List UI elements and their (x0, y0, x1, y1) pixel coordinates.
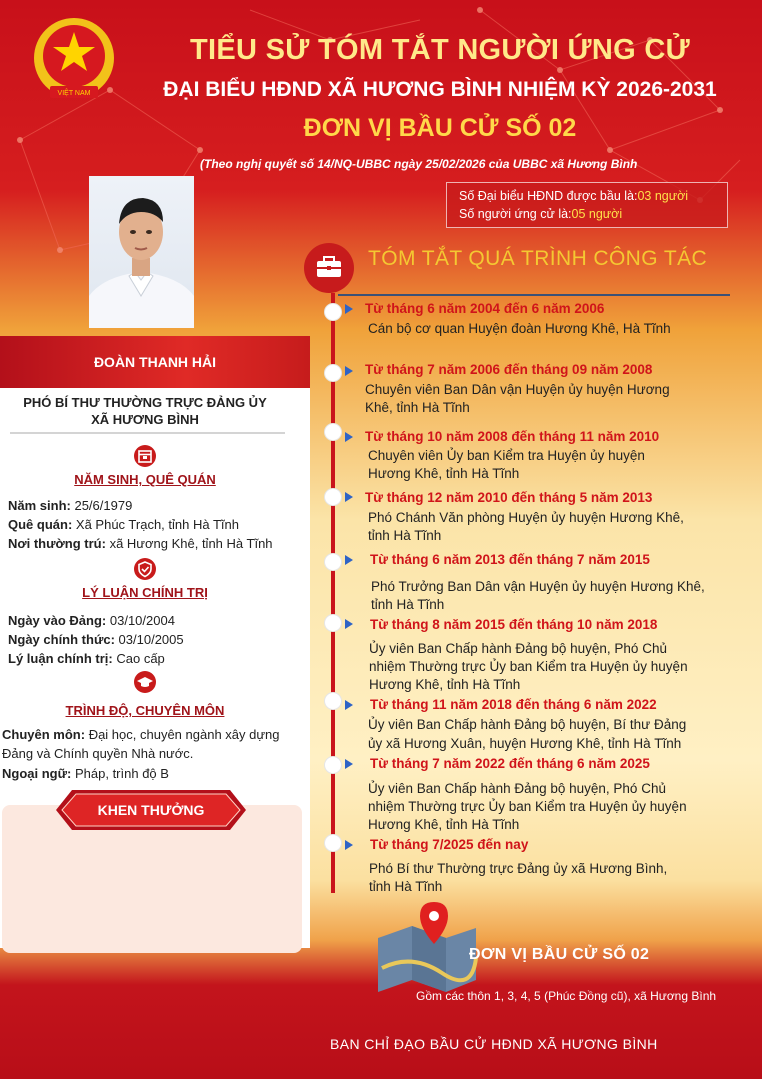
major-row (2, 727, 280, 742)
candidate-name: ĐOÀN THANH HẢI (0, 336, 310, 388)
official-member-value: 03/10/2005 (118, 632, 184, 647)
timeline-period: Từ tháng 10 năm 2008 đến tháng 11 năm 2010 (365, 429, 660, 444)
shield-icon (134, 558, 156, 580)
timeline-period: Từ tháng 7 năm 2006 đến tháng 09 năm 2008 (365, 362, 653, 377)
elected-count-value: 03 người (637, 189, 689, 203)
emblem-text: VIỆT NAM (57, 90, 91, 97)
timeline-role: Ủy viên Ban Chấp hành Đảng bộ huyện, Bí thư Đảng (368, 717, 687, 732)
major-value: Đại học, chuyên ngành xây dựng (88, 727, 280, 742)
arrow-icon (345, 619, 353, 629)
candidate-count-label: Số người ứng cử là: (459, 207, 572, 221)
election-unit-title: ĐƠN VỊ BẦU CỬ SỐ 02 (303, 114, 577, 142)
candidate-position (0, 394, 290, 428)
birth-row (8, 498, 132, 513)
graduation-cap-icon (134, 671, 156, 693)
arrow-icon (345, 492, 353, 502)
political-theory-label: Lý luận chính trị: (8, 651, 113, 666)
timeline-role-continued: Hương Khê, tỉnh Hà Tĩnh (369, 677, 521, 692)
timeline-underline (338, 294, 730, 296)
timeline-role-continued: tỉnh Hà Tĩnh (369, 879, 443, 894)
language-value: Pháp, trình độ B (74, 766, 169, 781)
official-member-row (8, 632, 184, 647)
birth-section-title: NĂM SINH, QUÊ QUÁN (74, 472, 216, 487)
timeline-dot (324, 756, 342, 774)
timeline-dot (324, 364, 342, 382)
timeline-role-continued: tỉnh Hà Tĩnh (371, 597, 445, 612)
timeline-dot (324, 834, 342, 852)
timeline-role-continued: nhiệm Thường trực Ủy ban Kiểm tra Huyện ủy huyện (368, 799, 687, 814)
timeline-role: Phó Trưởng Ban Dân vận Huyện ủy huyện Hương Khê, (371, 579, 705, 594)
poster-subtitle: ĐẠI BIỂU HĐND XÃ HƯƠNG BÌNH NHIỆM KỲ 2026-2031 (163, 78, 717, 101)
timeline-dot (324, 553, 342, 571)
major-label: Chuyên môn: (2, 727, 86, 742)
elected-count-row (459, 187, 727, 205)
timeline-role: Chuyên viên Ban Dân vận Huyện ủy huyện Hương (365, 382, 670, 397)
major-row-continued: Đảng và Chính quyền Nhà nước. (2, 746, 194, 761)
timeline-period: Từ tháng 7/2025 đến nay (370, 837, 529, 852)
map-location-icon (372, 898, 482, 993)
candidate-count-value: 05 người (571, 207, 623, 221)
timeline-role: Chuyên viên Ủy ban Kiểm tra Huyện ủy huyện (368, 448, 645, 463)
hometown-value: Xã Phúc Trạch, tỉnh Hà Tĩnh (75, 517, 239, 532)
timeline-dot (324, 692, 342, 710)
timeline-role-continued: Khê, tỉnh Hà Tĩnh (365, 400, 470, 415)
timeline-role: Ủy viên Ban Chấp hành Đảng bộ huyện, Phó Chủ (369, 641, 667, 656)
timeline-dot (324, 488, 342, 506)
birth-label: Năm sinh: (8, 498, 71, 513)
arrow-icon (345, 700, 353, 710)
arrow-icon (345, 840, 353, 850)
timeline-period: Từ tháng 12 năm 2010 đến tháng 5 năm 2013 (365, 490, 653, 505)
arrow-icon (345, 366, 353, 376)
arrow-icon (345, 304, 353, 314)
divider (10, 432, 285, 434)
legal-basis: (Theo nghị quyết số 14/NQ-UBBC ngày 25/02/2026 của UBBC xã Hương Bình (200, 157, 638, 171)
residence-value: xã Hương Khê, tỉnh Hà Tĩnh (109, 536, 273, 551)
arrow-icon (345, 432, 353, 442)
hometown-row (8, 517, 239, 532)
timeline-role-continued: Hương Khê, tỉnh Hà Tĩnh (368, 466, 520, 481)
timeline-title: TÓM TẮT QUÁ TRÌNH CÔNG TÁC (368, 247, 708, 270)
portrait-illustration (89, 176, 194, 328)
join-party-row (8, 613, 175, 628)
timeline-period: Từ tháng 11 năm 2018 đến tháng 6 năm 2022 (370, 697, 657, 712)
timeline-period: Từ tháng 6 năm 2013 đến tháng 7 năm 2015 (370, 552, 650, 567)
timeline-dot (324, 423, 342, 441)
join-party-label: Ngày vào Đảng: (8, 613, 107, 628)
elected-count-label: Số Đại biểu HĐND được bầu là: (459, 189, 638, 203)
birth-value: 25/6/1979 (74, 498, 133, 513)
timeline-dot (324, 614, 342, 632)
timeline-role-continued: tỉnh Hà Tĩnh (368, 528, 442, 543)
language-row (2, 766, 169, 781)
politics-section-title: LÝ LUẬN CHÍNH TRỊ (82, 585, 208, 600)
arrow-icon (345, 555, 353, 565)
join-party-value: 03/10/2004 (109, 613, 175, 628)
timeline-role: Ủy viên Ban Chấp hành Đảng bộ huyện, Phó Chủ (368, 781, 666, 796)
poster-title: TIỂU SỬ TÓM TẮT NGƯỜI ỨNG CỬ (190, 34, 690, 66)
footer-text: BAN CHỈ ĐẠO BẦU CỬ HĐND XÃ HƯƠNG BÌNH (330, 1036, 658, 1052)
candidate-photo (89, 176, 194, 328)
seat-counts-box (446, 182, 728, 228)
national-emblem-icon (28, 14, 120, 106)
briefcase-icon (304, 243, 354, 293)
timeline-axis (331, 293, 335, 893)
unit-title: ĐƠN VỊ BẦU CỬ SỐ 02 (469, 946, 650, 963)
timeline-dot (324, 303, 342, 321)
hometown-label: Quê quán: (8, 517, 73, 532)
education-section-title: TRÌNH ĐỘ, CHUYÊN MÔN (65, 703, 225, 718)
timeline-role-continued: Hương Khê, tỉnh Hà Tĩnh (368, 817, 520, 832)
timeline-role: Cán bộ cơ quan Huyện đoàn Hương Khê, Hà Tĩnh (368, 321, 671, 336)
timeline-period: Từ tháng 7 năm 2022 đến tháng 6 năm 2025 (370, 756, 650, 771)
timeline-role: Phó Bí thư Thường trực Đảng ủy xã Hương Bình, (369, 861, 668, 876)
timeline-role-continued: ủy xã Hương Xuân, huyện Hương Khê, tỉnh Hà Tĩnh (368, 736, 682, 751)
official-member-label: Ngày chính thức: (8, 632, 115, 647)
awards-title: KHEN THƯỞNG (97, 802, 205, 818)
timeline-period: Từ tháng 8 năm 2015 đến tháng 10 năm 2018 (370, 617, 658, 632)
political-theory-row (8, 651, 165, 666)
calendar-icon (134, 445, 156, 467)
residence-label: Nơi thường trú: (8, 536, 106, 551)
unit-description: Gồm các thôn 1, 3, 4, 5 (Phúc Đồng cũ), xã Hương Bình (416, 989, 717, 1003)
arrow-icon (345, 759, 353, 769)
timeline-period: Từ tháng 6 năm 2004 đến 6 năm 2006 (365, 301, 605, 316)
position-line2: XÃ HƯƠNG BÌNH (91, 412, 199, 427)
timeline-role-continued: nhiệm Thường trực Ủy ban Kiểm tra Huyện ủy huyện (369, 659, 688, 674)
residence-row (8, 536, 273, 551)
timeline-role: Phó Chánh Văn phòng Huyện ủy huyện Hương Khê, (368, 510, 684, 525)
language-label: Ngoại ngữ: (2, 766, 72, 781)
candidate-count-row (459, 205, 727, 223)
position-line1: PHÓ BÍ THƯ THƯỜNG TRỰC ĐẢNG ỦY (23, 395, 267, 410)
political-theory-value: Cao cấp (116, 651, 165, 666)
